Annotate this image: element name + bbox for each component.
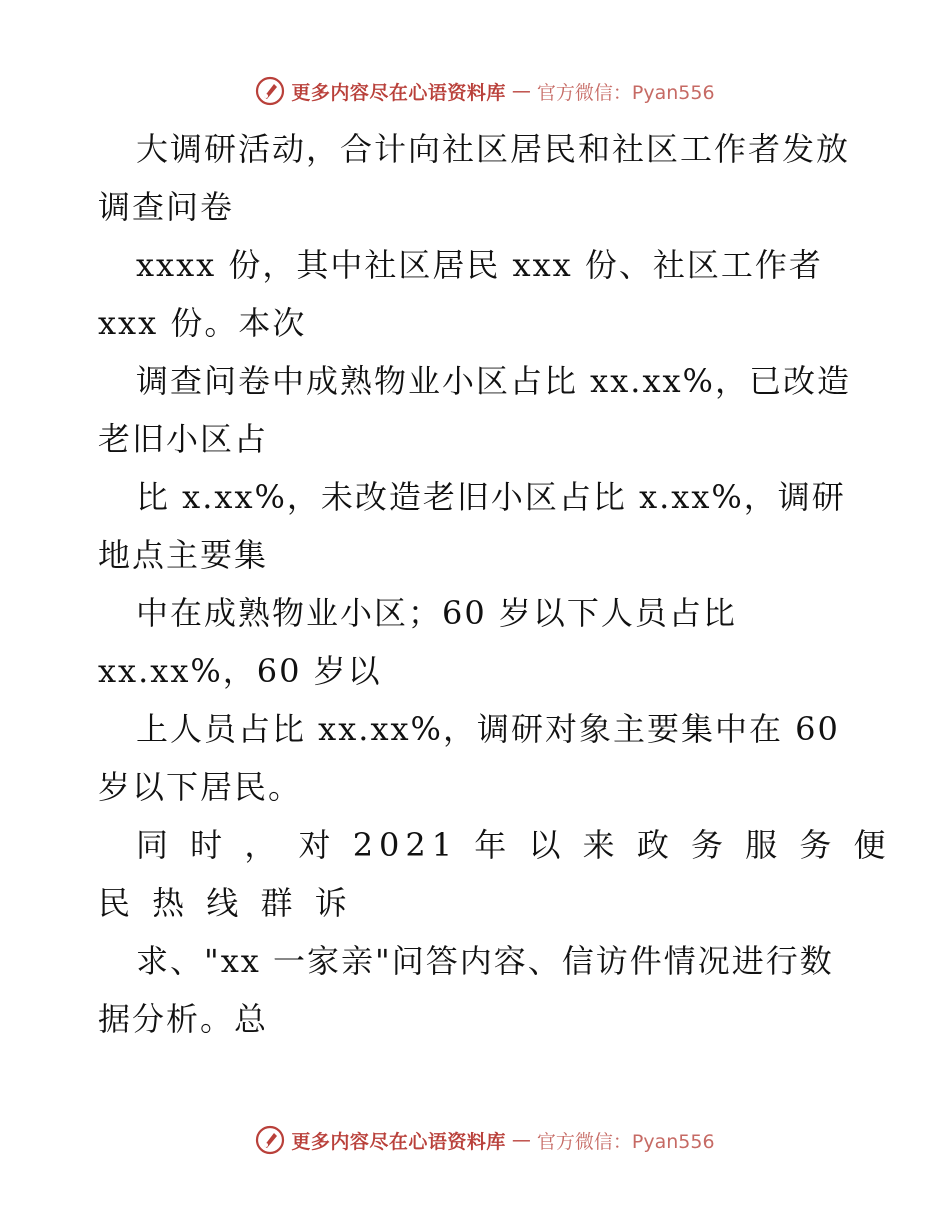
text-line: 民 热 线 群 诉 — [98, 884, 353, 922]
watermark-group — [255, 1125, 714, 1155]
text-line: xxx 份。本次 — [98, 304, 307, 342]
text-line: 老旧小区占 — [98, 420, 269, 458]
text-line: 据分析。总 — [98, 1000, 269, 1038]
text-line: 大调研活动，合计向社区居民和社区工作者发放 — [136, 130, 851, 168]
text-line: 中在成熟物业小区；60 岁以下人员占比 — [136, 594, 737, 632]
pen-nib-logo-icon — [255, 76, 285, 106]
watermark-wechat: 官方微信：Pyan556 — [536, 1130, 715, 1153]
text-line: 求、"xx 一家亲"问答内容、信访件情况进行数 — [136, 942, 834, 980]
watermark-separator: — — [511, 80, 531, 102]
text-line: 同 时 ， 对 2021 年 以 来 政 务 服 务 便 — [136, 826, 892, 864]
text-line: 岁以下居民。 — [98, 768, 303, 806]
watermark-separator: — — [511, 1129, 531, 1151]
text-line: 上人员占比 xx.xx%，调研对象主要集中在 60 — [136, 710, 840, 748]
text-line: xx.xx%，60 岁以 — [98, 652, 382, 690]
watermark-title: 更多内容尽在心语资料库 — [291, 81, 506, 104]
text-line: 调查问卷 — [98, 188, 235, 226]
footer-watermark — [0, 1120, 950, 1160]
pen-nib-logo-icon — [255, 1125, 285, 1155]
header-watermark — [0, 71, 950, 111]
text-line: 地点主要集 — [98, 536, 269, 574]
watermark-group — [255, 76, 714, 106]
watermark-wechat: 官方微信：Pyan556 — [536, 81, 715, 104]
document-body — [98, 120, 892, 1048]
watermark-title: 更多内容尽在心语资料库 — [291, 1130, 506, 1153]
text-line: xxxx 份，其中社区居民 xxx 份、社区工作者 — [136, 246, 823, 284]
text-line: 比 x.xx%，未改造老旧小区占比 x.xx%，调研 — [136, 478, 846, 516]
text-line: 调查问卷中成熟物业小区占比 xx.xx%，已改造 — [136, 362, 851, 400]
